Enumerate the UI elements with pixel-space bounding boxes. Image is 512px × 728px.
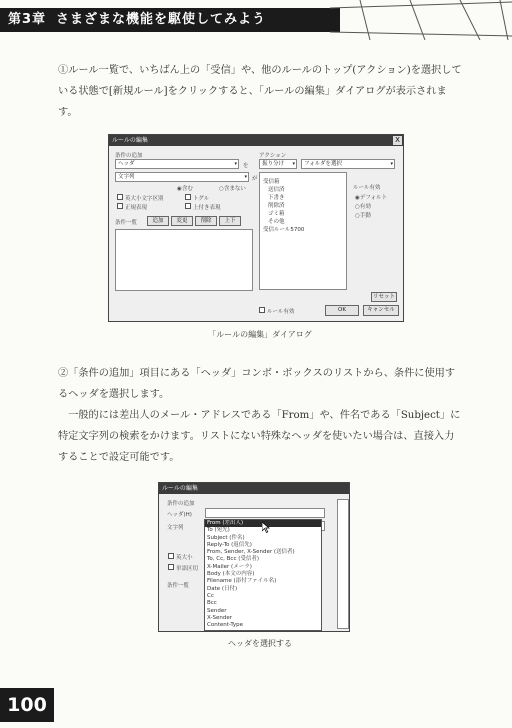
dialog-title: ルールの編集	[112, 137, 148, 144]
dropdown-option[interactable]: Content-Type	[207, 622, 243, 629]
action-section-label: アクション	[259, 153, 287, 159]
text-label: 文字列	[167, 525, 184, 531]
dropdown-option[interactable]: From (差出人)	[205, 520, 321, 527]
priority-option-default[interactable]: ◉デフォルト	[355, 195, 388, 201]
action-combo[interactable]: 振り分け ▾	[259, 159, 297, 169]
caption-dialog: 「ルールの編集」ダイアログ	[208, 330, 312, 339]
header-combo[interactable]: ヘッダ ▾	[115, 159, 239, 169]
dropdown-option[interactable]: To, Cc, Bcc (受信者)	[207, 556, 260, 563]
cond-section-label: 条件の追加	[167, 501, 195, 507]
paragraph-step1: ①ルール一覧で、いちばん上の「受信」や、他のルールのトップ(アクション)を選択している状態で[新規ルール]をクリックすると、「ルールの編集」ダイアログが表示されます。	[58, 65, 462, 118]
dropdown-option[interactable]: Date (日付)	[207, 585, 238, 592]
dropdown-option[interactable]: Subject (件名)	[207, 534, 245, 541]
dropdown-option[interactable]: Body (本文の内容)	[207, 571, 255, 578]
tree-item[interactable]: 下書き	[268, 195, 285, 201]
case-checkbox[interactable]	[168, 553, 174, 559]
chapter-number: 第3章	[8, 12, 47, 27]
cond-list-label: 条件一覧	[167, 583, 190, 589]
text-suffix: が	[252, 176, 258, 182]
folder-tree[interactable]	[259, 172, 347, 290]
dropdown-option[interactable]: To (宛先)	[207, 527, 230, 534]
tree-item[interactable]: 削除済	[268, 203, 285, 209]
paragraph-step2: ②「条件の追加」項目にある「ヘッダ」コンボ・ボックスのリストから、条件に使用するヘッダを選択します。	[58, 368, 456, 400]
top-checkbox-label: 上付き表現	[193, 205, 221, 211]
folder-combo[interactable]: フォルダを選択 ▾	[301, 159, 395, 169]
priority-option-enabled[interactable]: ○有効	[355, 204, 371, 210]
condition-list[interactable]	[115, 229, 253, 291]
radio-include[interactable]: ◉含む	[177, 186, 193, 192]
header-combo[interactable]	[205, 508, 325, 518]
regex-checkbox[interactable]	[117, 203, 123, 209]
case-checkbox-label: 英大小文字区別	[125, 196, 164, 202]
rule-enabled-checkbox[interactable]	[259, 307, 265, 313]
case-checkbox-label: 英大小	[176, 555, 193, 561]
chapter-title: さまざまな機能を駆使してみよう	[56, 12, 267, 27]
cond-add-button[interactable]: 追加	[147, 216, 169, 226]
chevron-down-icon: ▾	[390, 161, 393, 167]
case-checkbox[interactable]	[117, 194, 123, 200]
chevron-down-icon: ▾	[234, 161, 237, 167]
mouse-cursor-icon	[262, 522, 270, 533]
cond-list-label: 条件一覧	[115, 220, 138, 226]
header-decoration	[330, 0, 512, 40]
cond-change-button[interactable]: 変更	[171, 216, 193, 226]
close-icon[interactable]: X	[393, 136, 402, 145]
rule-enabled-label: ルール有効	[267, 309, 295, 315]
ok-button[interactable]: OK	[325, 305, 359, 316]
tree-item[interactable]: ゴミ箱	[268, 211, 285, 217]
priority-label: ルール有効	[353, 185, 381, 191]
dropdown-option[interactable]: X-Sender	[207, 614, 232, 621]
dialog-titlebar	[109, 135, 403, 146]
text-input[interactable]: 文字列 ▾	[115, 172, 249, 182]
regex-checkbox-label: 正規表現	[125, 205, 148, 211]
chevron-down-icon: ▾	[292, 161, 295, 167]
rule-edit-dialog	[108, 134, 404, 322]
chapter-header	[0, 0, 512, 40]
header-suffix: を	[243, 163, 249, 169]
tree-item[interactable]: 受信箱	[263, 179, 280, 185]
cond-order-button[interactable]: 上下	[219, 216, 241, 226]
cancel-button[interactable]: キャンセル	[363, 305, 399, 316]
header-dropdown-list[interactable]	[204, 519, 322, 631]
caption-select-header: ヘッダを選択する	[228, 639, 292, 648]
toggle-checkbox[interactable]	[185, 194, 191, 200]
dropdown-option[interactable]: Cc	[207, 592, 214, 599]
radio-exclude[interactable]: ○含まない	[219, 186, 246, 192]
word-checkbox[interactable]	[168, 564, 174, 570]
tree-item[interactable]: その他	[268, 219, 285, 225]
page-number: 100	[0, 688, 54, 722]
tree-item[interactable]: 送信済	[268, 187, 285, 193]
cond-delete-button[interactable]: 削除	[195, 216, 217, 226]
reset-button[interactable]: リセット	[371, 292, 397, 302]
toggle-checkbox-label: トグル	[193, 196, 210, 202]
chapter-title-bar	[0, 8, 340, 32]
dropdown-option[interactable]: Filename (添付ファイル名)	[207, 578, 277, 585]
chevron-down-icon: ▾	[244, 174, 247, 180]
dropdown-option[interactable]: Sender	[207, 607, 227, 614]
side-panel	[337, 499, 349, 629]
dropdown-option[interactable]: Bcc	[207, 600, 217, 607]
dropdown-option[interactable]: From, Sender, X-Sender (送信者)	[207, 549, 295, 556]
tree-item[interactable]: 受信ルール5700	[263, 227, 305, 233]
cond-section-label: 条件の追加	[115, 153, 143, 159]
dialog-titlebar	[159, 483, 349, 494]
paragraph-explanation: 一般的には差出人のメール・アドレスである「From」や、件名である「Subject」に特定文字列の検索をかけます。リストにない特殊なヘッダを使いたい場合は、直接入力することで設定可能です。	[58, 410, 461, 463]
priority-option-manual[interactable]: ○手動	[355, 213, 371, 219]
dropdown-option[interactable]: X-Mailer (メーラ)	[207, 563, 252, 570]
dropdown-option[interactable]: Reply-To (返信先)	[207, 541, 252, 548]
top-checkbox[interactable]	[185, 203, 191, 209]
header-label: ヘッダ(H)	[167, 512, 192, 518]
dialog-title: ルールの編集	[162, 485, 198, 492]
word-checkbox-label: 単語区切	[176, 566, 199, 572]
